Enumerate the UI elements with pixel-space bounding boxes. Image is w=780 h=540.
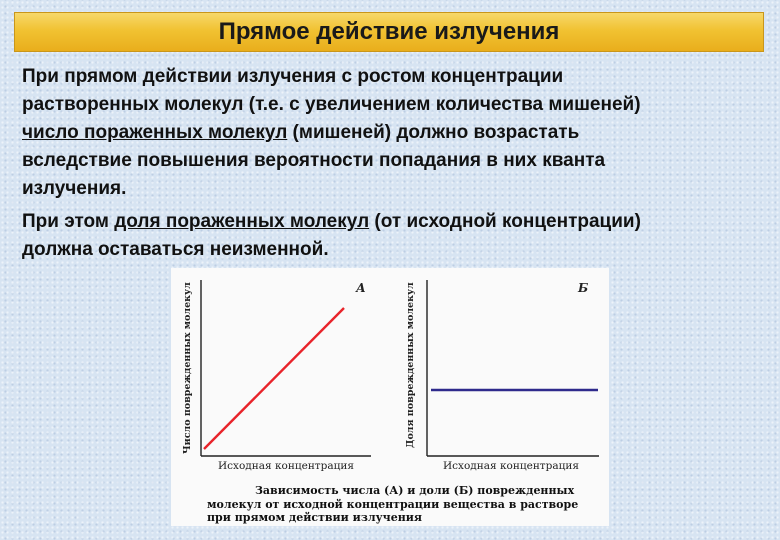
chart-b-xlabel: Исходная концентрация: [443, 460, 579, 472]
paragraph1-line2: растворенных молекул (т.е. с увеличением количества мишеней): [22, 94, 641, 115]
figure-caption-line1: Зависимость числа (А) и доли (Б) поврежденных: [255, 484, 575, 497]
paragraph2-pre: При этом: [22, 211, 115, 232]
underlined-term-fraction: доля пораженных молекул: [114, 211, 370, 232]
paragraph2-post: (от исходной концентрации): [369, 211, 641, 232]
paragraph1-line3: [22, 122, 579, 143]
chart-a-data-line: [204, 308, 344, 449]
figure-caption-line3: при прямом действии излучения: [207, 511, 423, 524]
chart-a: [182, 280, 371, 472]
chart-a-xlabel: Исходная концентрация: [218, 460, 354, 472]
slide-title: Прямое действие излучения: [218, 18, 560, 45]
underlined-term-count: число пораженных молекул: [22, 122, 288, 143]
chart-b-letter: Б: [578, 281, 589, 295]
paragraph-direct-action: [22, 63, 762, 203]
paragraph2-line2: должна оставаться неизменной.: [22, 239, 329, 260]
chart-a-ylabel: Число поврежденных молекул: [182, 282, 193, 454]
chart-b: [405, 280, 599, 472]
chart-a-letter: А: [356, 281, 366, 295]
slide-title-bar: [14, 12, 764, 52]
chart-b-ylabel: Доля поврежденных молекул: [405, 282, 416, 448]
paragraph1-line1: При прямом действии излучения с ростом концентрации: [22, 66, 564, 87]
paragraph2-line1: [22, 211, 641, 232]
figure-caption-line2: молекул от исходной концентрации вещества в растворе: [207, 498, 579, 511]
paragraph1-line4: вследствие повышения вероятности попадания в них кванта: [22, 150, 606, 171]
paragraph1-line5: излучения.: [22, 178, 127, 199]
paragraph-fraction: [22, 208, 762, 264]
paragraph1-line3-rest: (мишеней) должно возрастать: [287, 122, 580, 143]
figure-graphs: [171, 268, 609, 526]
figure-svg: [171, 268, 609, 526]
